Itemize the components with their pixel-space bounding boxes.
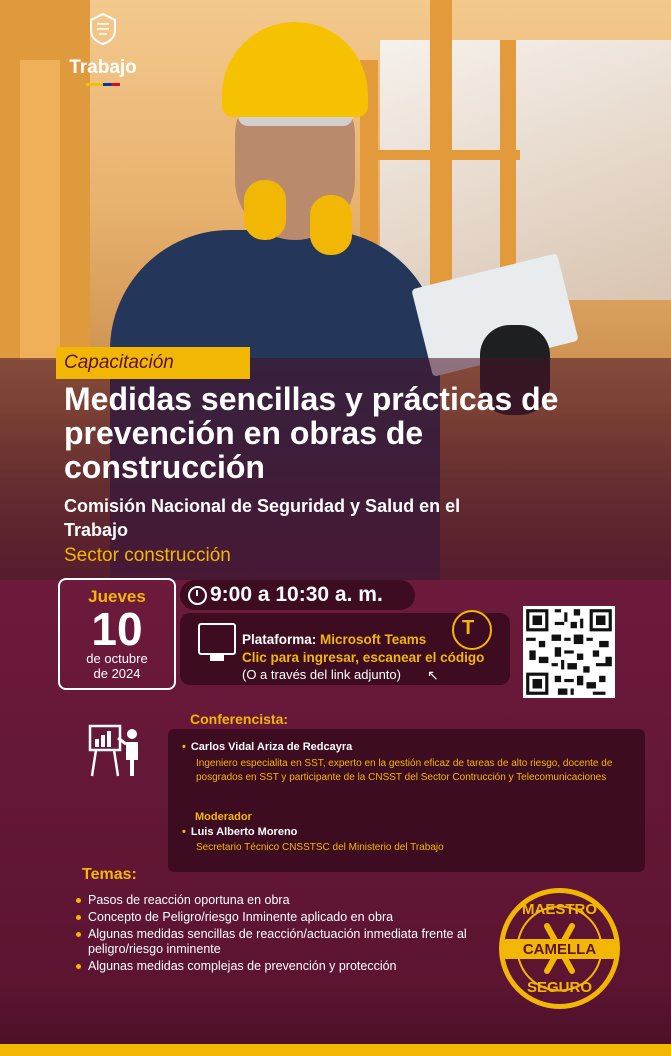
cursor-click-icon: ↖ [427,667,439,683]
logo-text: Trabajo [69,57,137,78]
speaker-section-label: Conferencista: [190,711,289,727]
platform-label: Plataforma: [242,632,317,647]
speaker-name: Carlos Vidal Ariza de Redcayra [190,741,353,753]
list-item: Algunas medidas sencillas de reacción/actuación inmediata frente al peligro/riesgo inminente [76,927,486,957]
platform-line [242,632,426,647]
topics-list [76,893,486,976]
speaker-name-row: • Carlos Vidal Ariza de Redcayra [182,741,353,753]
teams-icon[interactable]: T [452,610,492,650]
moderator-description: Secretario Técnico CNSSTSC del Ministerio del Trabajo [196,842,444,853]
date-box [58,578,176,690]
ministry-logo [58,12,148,86]
platform-name: Microsoft Teams [320,632,427,647]
moderator-label: Moderador [195,811,252,823]
badge-bottom-text: SEGURO [526,979,593,996]
event-time: 9:00 a 10:30 a. m. [210,583,383,606]
speaker-description: Ingeniero especialita en SST, experto en la gestión eficaz de tareas de alto riesgo, docente de posgrados en SST y participante de la CNSST del Sector Contrucción y Telecomunicaciones [196,758,613,783]
list-item: Algunas medidas complejas de prevención y protección [76,959,486,974]
coat-of-arms-icon [88,12,118,46]
category-label: Capacitación [64,352,174,373]
badge-middle-text: CAMELLA [522,941,597,958]
sector-label: Sector construcción [64,545,231,566]
clock-icon [188,586,207,605]
moderator-name: Luis Alberto Moreno [190,826,298,838]
organizer: Comisión Nacional de Seguridad y Salud en el Trabajo [64,496,461,540]
presenter-icon [88,722,144,778]
monitor-icon [198,623,236,655]
list-item: Pasos de reacción oportuna en obra [76,893,486,908]
qr-code[interactable] [523,606,615,698]
time-pill [180,580,415,610]
event-title: Medidas sencillas y prácticas de prevención en obras de construcción [64,381,559,485]
month: de octubre [86,651,148,666]
flag-stripe [86,83,120,86]
category-tag [56,347,250,379]
weekday: Jueves [88,587,146,606]
day-number: 10 [91,603,143,655]
year: de 2024 [93,666,141,681]
moderator-name-row: • Luis Alberto Moreno [182,826,298,838]
topics-label: Temas: [82,866,137,883]
join-link[interactable]: Clic para ingresar, escanear el código [242,650,485,665]
maestro-camella-badge [497,886,622,1011]
badge-top-text: MAESTRO [522,901,597,918]
alt-link-note: (O a través del link adjunto) [242,667,401,682]
list-item: Concepto de Peligro/riesgo Inminente aplicado en obra [76,910,486,925]
